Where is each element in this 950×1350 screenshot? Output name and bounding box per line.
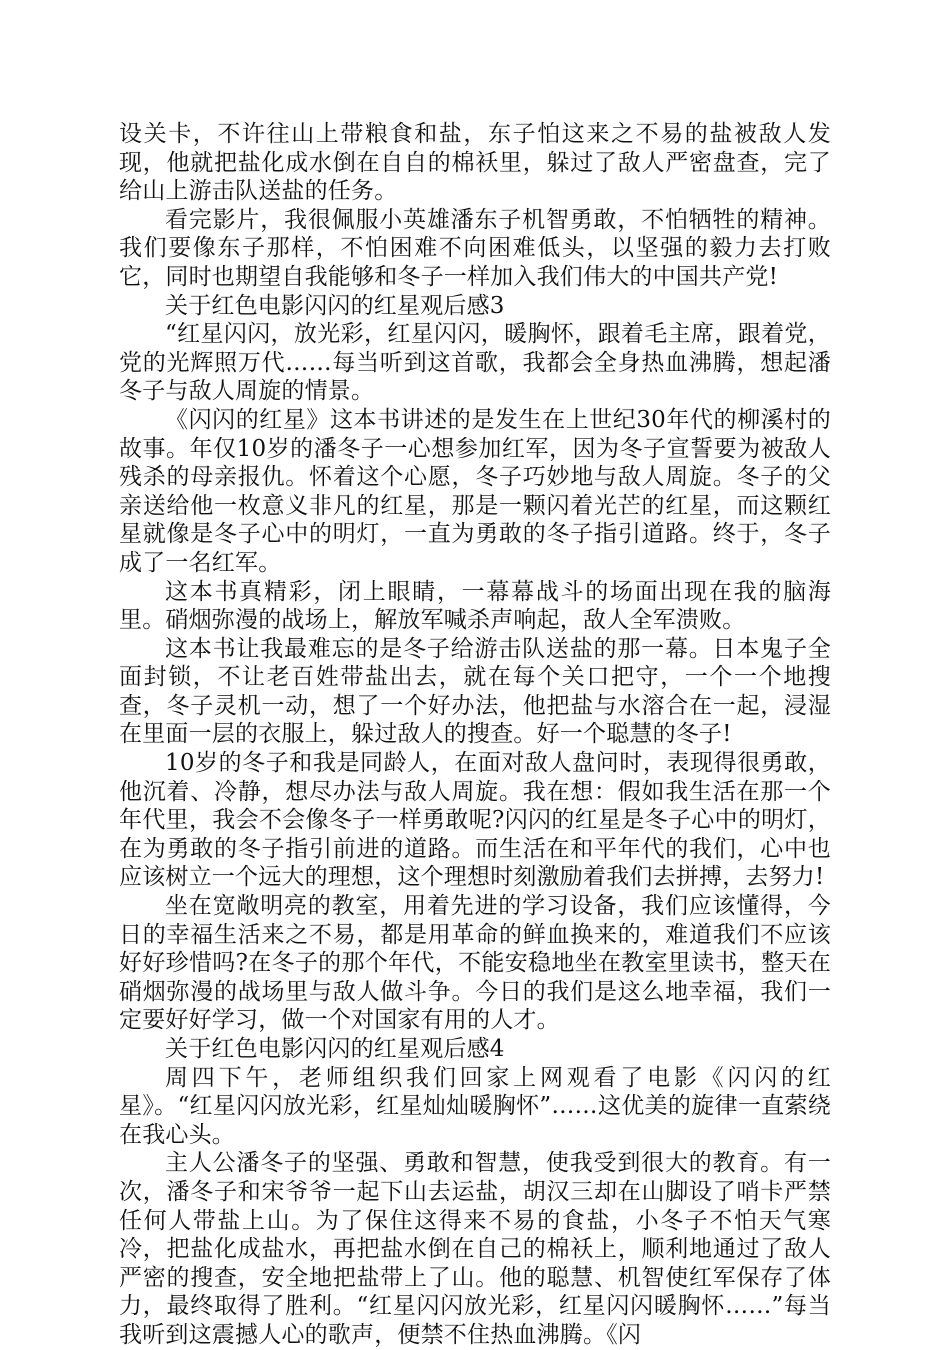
paragraph: 这本书让我最难忘的是冬子给游击队送盐的那一幕。日本鬼子全面封锁，不让老百姓带盐出去，就在每个关口把守，一个一个地搜查，冬子灵机一动，想了一个好办法，他把盐与水溶合在一起，浸湿在里面一层的衣服上，躲过敌人的搜查。好一个聪慧的冬子! (119, 635, 831, 748)
paragraph: 坐在宽敞明亮的教室，用着先进的学习设备，我们应该懂得，今日的幸福生活来之不易，都是用革命的鲜血换来的，难道我们不应该好好珍惜吗?在冬子的那个年代，不能安稳地坐在教室里读书，整天在硝烟弥漫的战场里与敌人做斗争。今日的我们是这么地幸福，我们一定要好好学习，做一个对国家有用的人才。 (119, 893, 831, 1034)
paragraph: 10岁的冬子和我是同龄人，在面对敌人盘问时，表现得很勇敢，他沉着、冷静，想尽办法与敌人周旋。我在想：假如我生活在那一个年代里，我会不会像冬子一样勇敢呢?闪闪的红星是冬子心中的明灯，在为勇敢的冬子指引前进的道路。而生活在和平年代的我们，心中也应该树立一个远大的理想，这个理想时刻激励着我们去拼搏，去努力! (119, 750, 831, 891)
document-page (119, 120, 831, 1350)
section-heading: 关于红色电影闪闪的红星观后感4 (165, 1036, 505, 1062)
paragraph: 周四下午，老师组织我们回家上网观看了电影《闪闪的红星》。“红星闪闪放光彩，红星灿灿暖胸怀”……这优美的旋律一直萦绕在我心头。 (119, 1064, 831, 1148)
paragraph: 《闪闪的红星》这本书讲述的是发生在上世纪30年代的柳溪村的故事。年仅10岁的潘冬子一心想参加红军，因为冬子宣誓要为被敌人残杀的母亲报仇。怀着这个心愿，冬子巧妙地与敌人周旋。冬子的父亲送给他一枚意义非凡的红星，那是一颗闪着光芒的红星，而这颗红星就像是冬子心中的明灯，一直为勇敢的冬子指引道路。终于，冬子成了一名红军。 (119, 406, 831, 576)
paragraph-continuation: 设关卡，不许往山上带粮食和盐，东子怕这来之不易的盐被敌人发现，他就把盐化成水倒在自自的棉袄里，躲过了敌人严密盘查，完了给山上游击队送盐的任务。 (119, 121, 831, 205)
paragraph: 看完影片，我很佩服小英雄潘东子机智勇敢，不怕牺牲的精神。我们要像东子那样，不怕困难不向困难低头，以坚强的毅力去打败它，同时也期望自我能够和冬子一样加入我们伟大的中国共产党! (119, 206, 831, 290)
section-heading: 关于红色电影闪闪的红星观后感3 (165, 292, 505, 319)
paragraph: 这本书真精彩，闭上眼睛，一幕幕战斗的场面出现在我的脑海里。硝烟弥漫的战场上，解放军喊杀声响起，敌人全军溃败。 (119, 578, 831, 634)
paragraph: “红星闪闪，放光彩，红星闪闪，暖胸怀，跟着毛主席，跟着党，党的光辉照万代……每当听到这首歌，我都会全身热血沸腾，想起潘冬子与敌人周旋的情景。 (119, 321, 831, 405)
paragraph: 主人公潘冬子的坚强、勇敢和智慧，使我受到很大的教育。有一次，潘冬子和宋爷爷一起下山去运盐，胡汉三却在山脚设了哨卡严禁任何人带盐上山。为了保住这得来不易的食盐，小冬子不怕天气寒冷，把盐化成盐水，再把盐水倒在自己的棉袄上，顺利地通过了敌人严密的搜查，安全地把盐带上了山。他的聪慧、机智使红军保存了体力，最终取得了胜利。“红星闪闪放光彩，红星闪闪暖胸怀……”每当我听到这震撼人心的歌声，便禁不住热血沸腾。《闪 (119, 1150, 831, 1348)
